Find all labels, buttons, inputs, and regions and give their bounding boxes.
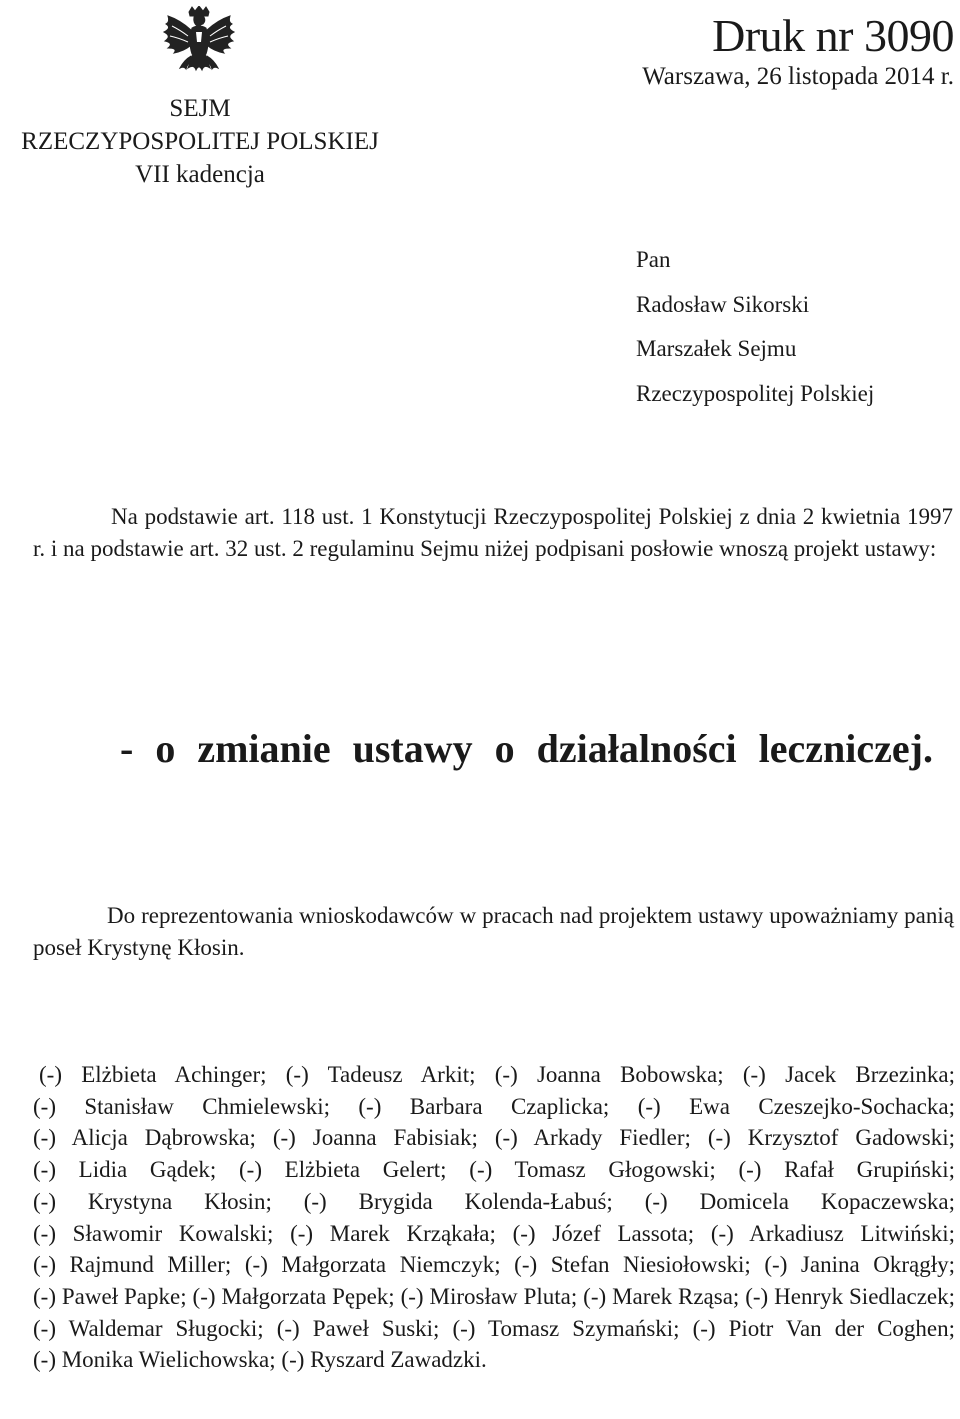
signatory-name: (-) Tomasz Głogowski;	[469, 1157, 716, 1183]
signatory-name: (-) Ryszard Zawadzki.	[281, 1347, 487, 1373]
signatory-name: (-) Marek Rząsa;	[583, 1283, 740, 1309]
signatory-name: (-) Waldemar Sługocki;	[33, 1315, 264, 1341]
signatory-name: (-) Sławomir Kowalski;	[33, 1220, 274, 1246]
signatory-name: (-) Rajmund Miller;	[33, 1252, 232, 1278]
signatory-name: (-) Krystyna Kłosin;	[33, 1188, 272, 1214]
signatures-list	[33, 1059, 955, 1376]
addressee-line: Marszałek Sejmu	[636, 336, 797, 361]
signatory-name: (-) Stefan Niesiołowski;	[514, 1252, 751, 1278]
sejm-line: RZECZYPOSPOLITEJ POLSKIEJ	[21, 128, 379, 155]
signatory-name: (-) Paweł Papke;	[33, 1283, 187, 1309]
signatory-name: (-) Monika Wielichowska;	[33, 1347, 276, 1373]
intro-paragraph: Na podstawie art. 118 ust. 1 Konstytucji Rzeczypospolitej Polskiej z dnia 2 kwietnia 1997 r. i na podstawie art. 32 ust. 2 regulaminu Sejmu niżej podpisani posłowie wnoszą projekt ustawy:	[33, 504, 953, 561]
signatory-name: (-) Tomasz Szymański;	[452, 1315, 680, 1341]
document-date: Warszawa, 26 listopada 2014 r.	[642, 63, 954, 90]
signatory-name: (-) Joanna Fabisiak;	[272, 1125, 478, 1151]
signatory-name: (-) Mirosław Pluta;	[400, 1283, 578, 1309]
signatory-name: (-) Małgorzata Pępek;	[192, 1283, 395, 1309]
signatory-name: (-) Paweł Suski;	[276, 1315, 440, 1341]
addressee-block	[636, 238, 874, 416]
signatory-name: (-) Rafał Grupiński;	[738, 1157, 956, 1183]
signatory-name: (-) Elżbieta Achinger;	[39, 1062, 267, 1087]
signatory-name: (-) Barbara Czaplicka;	[358, 1093, 610, 1119]
signatory-name: (-) Marek Krząkała;	[290, 1220, 496, 1246]
signatory-name: (-) Arkadiusz Litwiński;	[710, 1220, 956, 1246]
sejm-line: VII kadencja	[135, 161, 265, 188]
signatory-name: (-) Joanna Bobowska;	[494, 1062, 724, 1087]
addressee-line: Rzeczypospolitej Polskiej	[636, 380, 875, 406]
signatory-name: (-) Brygida Kolenda-Łabuś;	[303, 1188, 613, 1214]
addressee-line: Radosław Sikorski	[636, 291, 810, 317]
signatory-name: (-) Henryk Siedlaczek;	[745, 1283, 956, 1309]
sejm-header	[0, 92, 400, 191]
signatory-name: (-) Lidia Gądek;	[33, 1157, 217, 1183]
signatory-name: (-) Domicela Kopaczewska;	[644, 1188, 955, 1214]
signatory-name: (-) Arkady Fiedler;	[494, 1125, 691, 1151]
signatory-name: (-) Ewa Czeszejko-Sochacka;	[637, 1093, 956, 1119]
signatory-name: (-) Małgorzata Niemczyk;	[244, 1252, 501, 1278]
representation-paragraph: Do reprezentowania wnioskodawców w pracach nad projektem ustawy upoważniamy panią poseł Krystynę Kłosin.	[33, 903, 954, 960]
polish-eagle-emblem-icon	[160, 6, 238, 88]
signatory-name: (-) Józef Lassota;	[512, 1220, 695, 1246]
signatory-name: (-) Stanisław Chmielewski;	[33, 1093, 330, 1119]
bill-title: - o zmianie ustawy o działalności leczniczej.	[120, 726, 933, 771]
signatory-name: (-) Elżbieta Gelert;	[239, 1157, 447, 1183]
addressee-line: Pan	[636, 247, 671, 272]
sejm-line: SEJM	[169, 95, 231, 122]
signatory-name: (-) Jacek Brzezinka;	[742, 1062, 956, 1087]
signatory-name: (-) Alicja Dąbrowska;	[33, 1125, 256, 1151]
signatory-name: (-) Janina Okrągły;	[764, 1252, 955, 1278]
print-number: Druk nr 3090	[712, 10, 954, 61]
signatory-name: (-) Piotr Van der Coghen;	[692, 1315, 956, 1341]
signatory-name: (-) Krzysztof Gadowski;	[707, 1125, 956, 1151]
signatory-name: (-) Tadeusz Arkit;	[285, 1062, 476, 1087]
